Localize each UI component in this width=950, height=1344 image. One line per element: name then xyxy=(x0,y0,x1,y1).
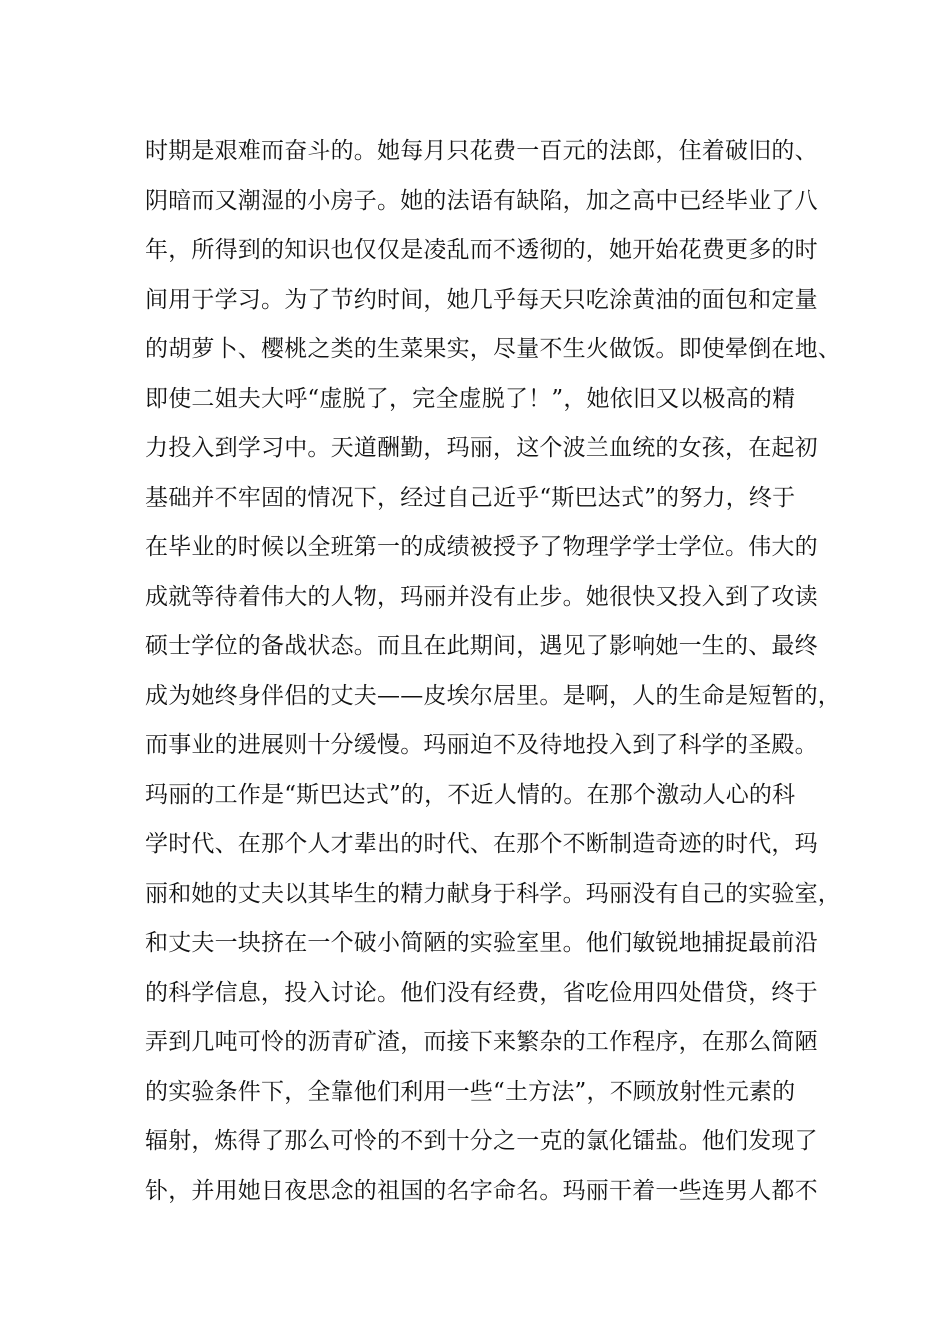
text-line: 的实验条件下，全靠他们利用一些“土方法”，不顾放射性元素的 xyxy=(145,1078,796,1105)
text-line: 弄到几吨可怜的沥青矿渣，而接下来繁杂的工作程序，在那么简陋 xyxy=(145,1029,818,1055)
text-line: 玛丽的工作是“斯巴达式”的，不近人情的。在那个激动人心的科 xyxy=(145,781,796,808)
text-line: 成为她终身伴侣的丈夫——皮埃尔居里。是啊，人的生命是短暂的， xyxy=(145,682,841,709)
body-text xyxy=(145,131,841,1220)
text-line: 的胡萝卜、樱桃之类的生菜果实，尽量不生火做饭。即使晕倒在地、 xyxy=(145,336,841,362)
text-line: 的科学信息，投入讨论。他们没有经费，省吃俭用四处借贷，终于 xyxy=(145,979,818,1006)
text-line: 基础并不牢固的情况下，经过自己近乎“斯巴达式”的努力，终于 xyxy=(145,484,796,511)
text-line: 学时代、在那个人才辈出的时代、在那个不断制造奇迹的时代，玛 xyxy=(145,831,818,857)
text-line: 阴暗而又潮湿的小房子。她的法语有缺陷，加之高中已经毕业了八 xyxy=(145,187,818,214)
text-line: 辐射，炼得了那么可怜的不到十分之一克的氯化镭盐。他们发现了 xyxy=(145,1128,818,1154)
text-line: 钋，并用她日夜思念的祖国的名字命名。玛丽干着一些连男人都不 xyxy=(145,1177,818,1204)
text-line: 间用于学习。为了节约时间，她几乎每天只吃涂黄油的面包和定量 xyxy=(145,286,818,313)
text-line: 和丈夫一块挤在一个破小简陋的实验室里。他们敏锐地捕捉最前沿 xyxy=(145,930,818,956)
text-line: 成就等待着伟大的人物，玛丽并没有止步。她很快又投入到了攻读 xyxy=(145,583,818,610)
text-line: 年，所得到的知识也仅仅是凌乱而不透彻的，她开始花费更多的时 xyxy=(145,237,818,263)
text-line: 时期是艰难而奋斗的。她每月只花费一百元的法郎，住着破旧的、 xyxy=(145,138,818,164)
text-line: 即使二姐夫大呼“虚脱了，完全虚脱了！”，她依旧又以极高的精 xyxy=(145,385,796,412)
text-line: 硕士学位的备战状态。而且在此期间，遇见了影响她一生的、最终 xyxy=(145,633,818,659)
text-line: 在毕业的时候以全班第一的成绩被授予了物理学学士学位。伟大的 xyxy=(145,534,818,560)
text-line: 而事业的进展则十分缓慢。玛丽迫不及待地投入到了科学的圣殿。 xyxy=(145,732,818,758)
text-line: 力投入到学习中。天道酬勤，玛丽，这个波兰血统的女孩，在起初 xyxy=(145,435,818,461)
text-line: 丽和她的丈夫以其毕生的精力献身于科学。玛丽没有自己的实验室， xyxy=(145,880,841,907)
